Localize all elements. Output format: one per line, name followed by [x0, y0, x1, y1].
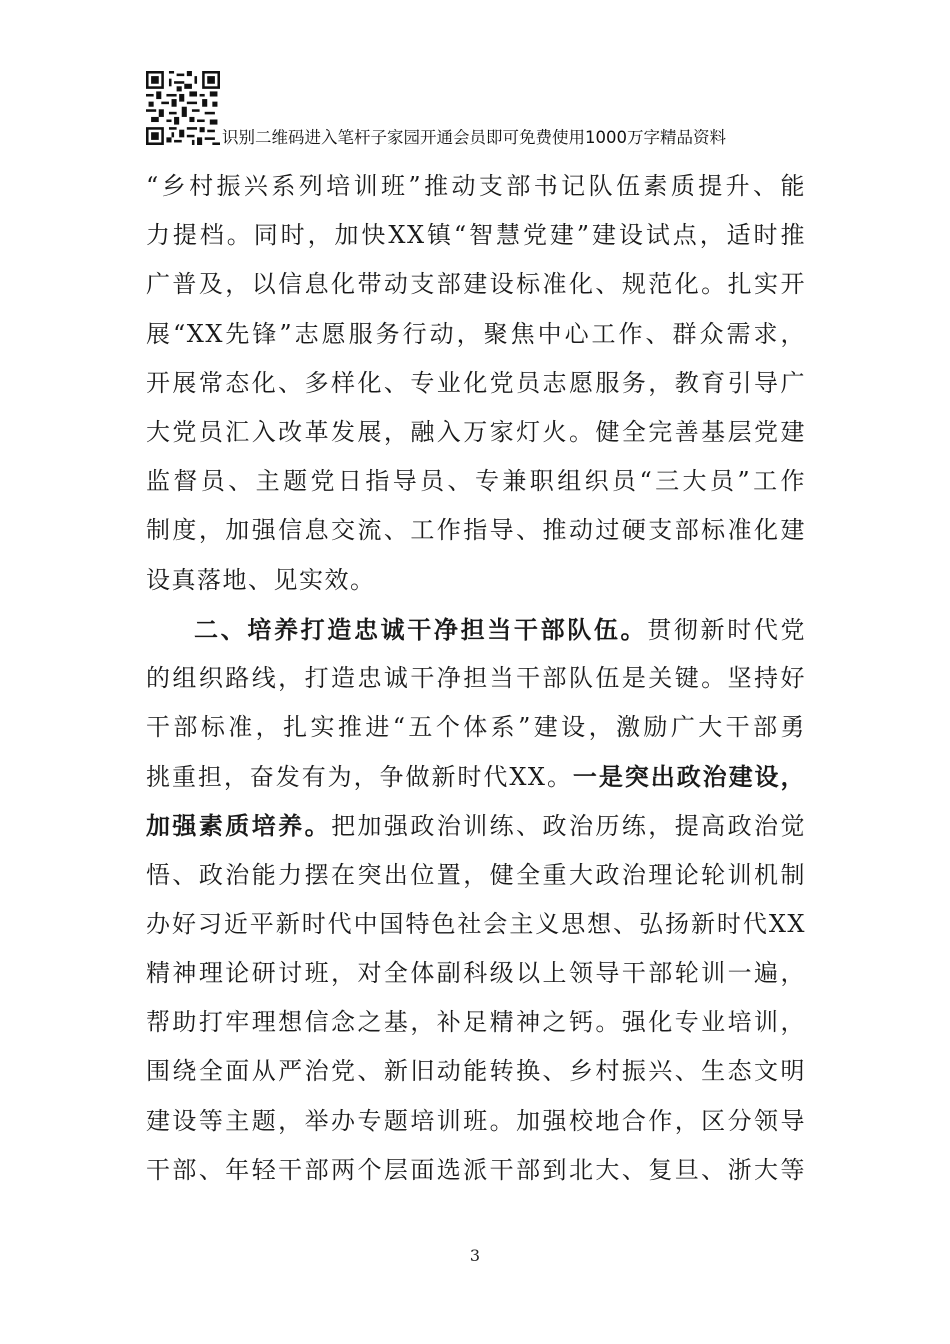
- text-line: 精神理论研讨班，对全体副科级以上领导干部轮训一遍，: [146, 959, 806, 987]
- section-heading: 二、培养打造忠诚干净担当干部队伍。: [194, 614, 648, 644]
- text-line: 帮助打牢理想信念之基，补足精神之钙。强化专业培训，: [146, 1008, 806, 1037]
- text-line: 制度，加强信息交流、工作指导、推动过硬支部标准化建: [146, 516, 806, 545]
- bold-point-title: 一是突出政治建设，: [572, 762, 806, 792]
- text-line: 的组织路线，打造忠诚干净担当干部队伍是关键。坚持好: [146, 663, 806, 692]
- text-fragment: 挑重担，奋发有为，争做新时代XX。: [146, 763, 573, 792]
- text-line: 力提档。同时，加快XX镇“智慧党建”建设试点，适时推: [146, 221, 806, 250]
- text-line: 大党员汇入改革发展，融入万家灯火。健全完善基层党建: [146, 417, 806, 446]
- text-fragment: 把加强政治训练、政治历练，提高政治觉: [331, 812, 806, 841]
- text-line: 建设等主题，举办专题培训班。加强校地合作，区分领导: [146, 1106, 806, 1135]
- text-line: 围绕全面从严治党、新旧动能转换、乡村振兴、生态文明: [146, 1057, 806, 1086]
- text-line: 监督员、主题党日指导员、专兼职组织员“三大员”工作: [146, 467, 806, 496]
- document-body: [146, 162, 806, 1195]
- text-line: 悟、政治能力摆在突出位置，健全重大政治理论轮训机制: [146, 860, 806, 889]
- text-line: 展“XX先锋”志愿服务行动，聚焦中心工作、群众需求，: [146, 319, 806, 348]
- qr-code-icon[interactable]: [146, 71, 220, 145]
- text-line: 设真落地、见实效。: [146, 565, 376, 594]
- qr-promo-text: 识别二维码进入笔杆子家园开通会员即可免费使用1000万字精品资料: [222, 128, 726, 147]
- text-line: 干部标准，扎实推进“五个体系”建设，激励广大干部勇: [146, 713, 806, 742]
- text-line: 广普及，以信息化带动支部建设标准化、规范化。扎实开: [146, 270, 806, 299]
- text-line: [146, 605, 806, 654]
- paragraph-2: [146, 605, 806, 1195]
- text-line: 干部、年轻干部两个层面选派干部到北大、复旦、浙大等: [146, 1155, 806, 1184]
- text-line: 办好习近平新时代中国特色社会主义思想、弘扬新时代XX: [146, 909, 806, 938]
- text-line: [146, 801, 806, 850]
- text-fragment: 贯彻新时代党: [647, 615, 807, 644]
- paragraph-1: [146, 162, 806, 605]
- text-line: [146, 752, 806, 801]
- text-line: “乡村振兴系列培训班”推动支部书记队伍素质提升、能: [146, 172, 806, 200]
- text-line: 开展常态化、多样化、专业化党员志愿服务，教育引导广: [146, 368, 806, 397]
- page-number: 3: [469, 1246, 481, 1265]
- bold-point-title: 加强素质培养。: [146, 811, 332, 841]
